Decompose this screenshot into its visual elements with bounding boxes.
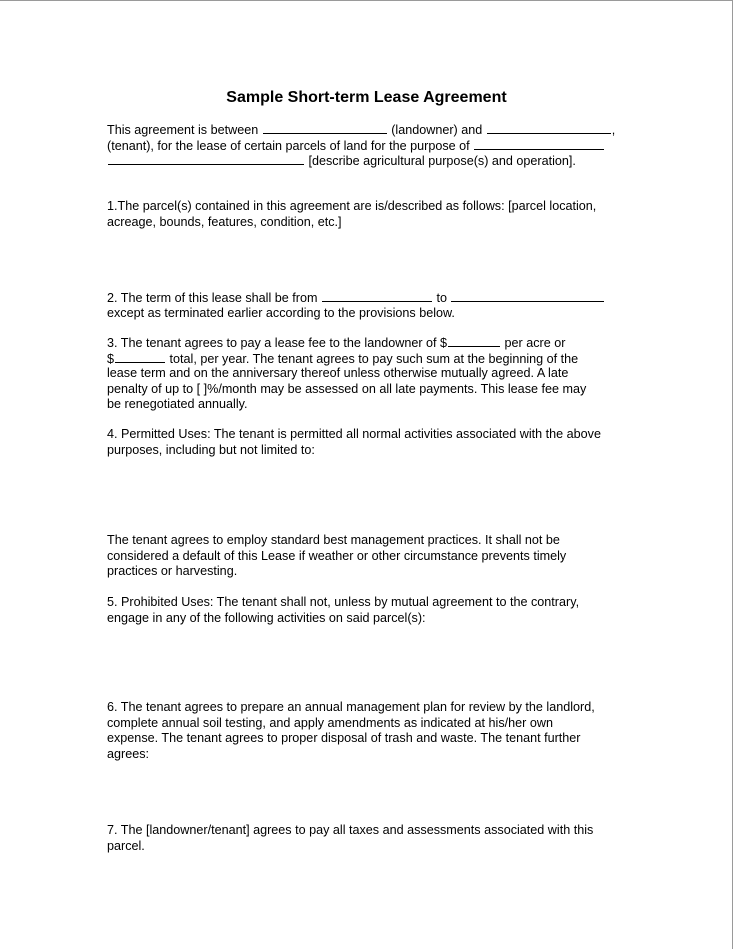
clause-3-fee: 3. The tenant agrees to pay a lease fee to the landowner of $ per acre or $ total, per year. The tenant agrees to pay such sum at the beginning of the lease term and on the anniversary thereof unless otherwise mutually agreed. A late penalty of up to [ ]%/month may be assessed on all late payments. This lease fee may be renegotiated annually. <box>107 335 632 413</box>
fee-line-1: 3. The tenant agrees to pay a lease fee to the landowner of $ per acre or <box>107 336 566 350</box>
term-line-1: 2. The term of this lease shall be from to <box>107 290 632 306</box>
clause-5-prohibited-uses: 5. Prohibited Uses: The tenant shall not, unless by mutual agreement to the contrary, engage in any of the following activities on said parcel(s): <box>107 595 580 625</box>
tenant-blank[interactable] <box>487 122 611 134</box>
purpose-blank-2[interactable] <box>108 153 304 165</box>
best-management-paragraph: The tenant agrees to employ standard best management practices. It shall not be considered a default of this Lease if weather or other circumstance prevents timely practices or harvesting. <box>107 533 567 578</box>
clause-4-permitted-uses: 4. Permitted Uses: The tenant is permitted all normal activities associated with the above purposes, including but not limited to: <box>107 427 601 457</box>
clause-2-term: 2. The term of this lease shall be from to except as terminated earlier according to the provisions below. <box>107 290 632 321</box>
term-start-blank[interactable] <box>322 290 432 302</box>
intro-paragraph <box>107 122 632 169</box>
intro-line-2: (tenant), for the lease of certain parcels of land for the purpose of <box>107 138 632 154</box>
per-acre-fee-blank[interactable] <box>448 335 500 347</box>
fee-line-2: $ total, per year. The tenant agrees to pay such sum at the beginning of the <box>107 351 579 366</box>
term-end-blank[interactable] <box>451 290 604 302</box>
landowner-blank[interactable] <box>263 122 387 134</box>
clause-7-taxes: 7. The [landowner/tenant] agrees to pay all taxes and assessments associated with this parcel. <box>107 823 594 853</box>
page-title: Sample Short-term Lease Agreement <box>226 89 507 106</box>
clause-1-parcel: 1.The parcel(s) contained in this agreement are is/described as follows: [parcel location, acreage, bounds, features, condition, etc.] <box>107 199 597 229</box>
intro-line-3: [describe agricultural purpose(s) and operation]. <box>107 153 632 169</box>
clause-6-management-plan: 6. The tenant agrees to prepare an annual management plan for review by the landlord, complete annual soil testing, and apply amendments as indicated at his/her own expense. The tenant agrees to proper disposal of trash and waste. The tenant further agrees: <box>107 700 595 761</box>
total-fee-blank[interactable] <box>115 351 165 363</box>
purpose-blank[interactable] <box>474 138 604 150</box>
intro-line-1: This agreement is between (landowner) and , <box>107 123 616 137</box>
